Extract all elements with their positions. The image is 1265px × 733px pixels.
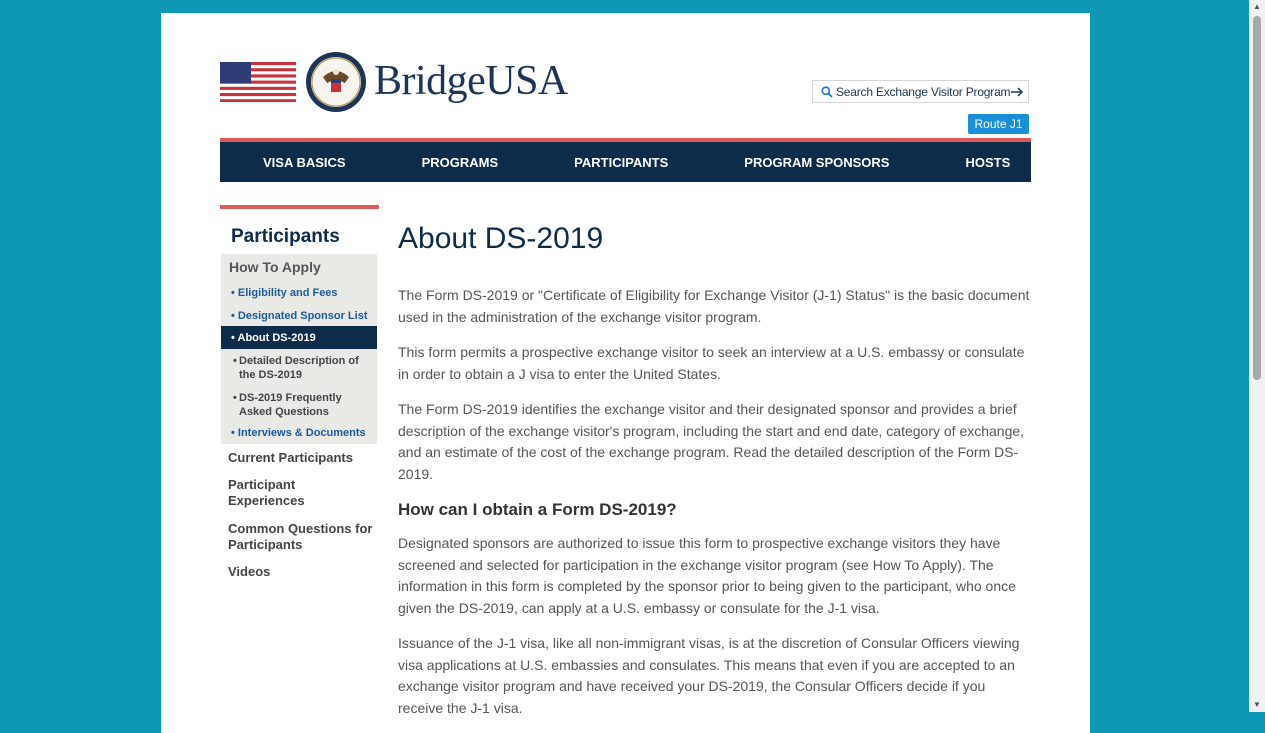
page-title: About DS-2019 xyxy=(398,222,604,255)
sidebar-item-detailed-description[interactable] xyxy=(233,354,364,382)
sidebar-item-label: DS-2019 Frequently Asked Questions xyxy=(239,392,342,418)
sidebar-item-common-questions[interactable]: Common Questions for Participants xyxy=(228,521,373,552)
sidebar-item-label: • About DS-2019 xyxy=(231,332,316,344)
sidebar-item-label: Detailed Description of the DS-2019 xyxy=(239,355,359,381)
page-container xyxy=(161,13,1090,733)
scroll-thumb[interactable] xyxy=(1253,16,1261,380)
state-department-seal-logo[interactable] xyxy=(305,51,367,113)
paragraph-sponsors: Designated sponsors are authorized to issue this form to prospective exchange visitors they have screened and selected for participation in the exchange visitor program (see How To Apply). The information in this form is completed by the sponsor prior to being given to the participant, who once given the DS-2019, can apply at a U.S. embassy or consulate for the J-1 visa. xyxy=(398,535,1016,617)
nav-participants[interactable]: PARTICIPANTS xyxy=(574,154,669,170)
sidebar-item-current-participants[interactable]: Current Participants xyxy=(228,450,353,465)
sidebar-item-interviews[interactable]: • Interviews & Documents xyxy=(231,427,366,439)
sidebar-item-sponsor-list[interactable]: • Designated Sponsor List xyxy=(231,310,368,322)
section-heading: How can I obtain a Form DS-2019? xyxy=(398,500,677,519)
paragraph-purpose: This form permits a prospective exchange visitor to seek an interview at a U.S. embassy or consulate in order to obtain a J visa to enter the United States. xyxy=(398,344,1025,382)
scroll-down-icon[interactable]: ▼ xyxy=(1253,700,1261,709)
sidebar-item-participant-experiences[interactable]: Participant Experiences xyxy=(228,477,305,508)
search-placeholder: Search Exchange Visitor Program xyxy=(836,85,1011,99)
search-icon xyxy=(821,86,833,98)
nav-hosts[interactable]: HOSTS xyxy=(965,154,1011,170)
nav-visa-basics[interactable]: VISA BASICS xyxy=(263,154,346,170)
sidebar-item-videos[interactable]: Videos xyxy=(228,564,271,579)
paragraph-intro: The Form DS-2019 or "Certificate of Eligibility for Exchange Visitor (J-1) Status" is the basic document used in the administration of the exchange visitor program. xyxy=(398,287,1030,325)
sidebar-title[interactable]: Participants xyxy=(231,226,340,247)
paragraph-issuance: Issuance of the J-1 visa, like all non-immigrant visas, is at the discretion of Consular Officers viewing visa applications at U.S. embassies and consulates. This means that even if you are accepted to an exchange visitor program and have received your DS-2019, the Consular Officers decide if you receive the J-1 visa. xyxy=(398,635,1020,717)
route-j1-button[interactable]: Route J1 xyxy=(968,114,1029,134)
arrow-right-icon[interactable] xyxy=(1010,85,1024,99)
brand-name[interactable]: BridgeUSA xyxy=(374,58,568,104)
nav-programs[interactable]: PROGRAMS xyxy=(421,154,499,170)
paragraph-identifies: The Form DS-2019 identifies the exchange visitor and their designated sponsor and provides a brief description of the exchange visitor's program, including the start and end date, category of exchange, and an estimate of the cost of the exchange program. Read the detailed description of the Form DS-2019. xyxy=(398,401,1025,483)
us-flag-logo[interactable] xyxy=(220,62,296,102)
sidebar-item-about-ds2019[interactable] xyxy=(221,326,377,349)
sidebar-how-to-apply-group xyxy=(221,254,377,444)
scroll-up-icon[interactable]: ▲ xyxy=(1253,2,1261,11)
bullet: • xyxy=(233,392,237,404)
nav-program-sponsors[interactable]: PROGRAM SPONSORS xyxy=(744,154,890,170)
sidebar-item-eligibility[interactable]: • Eligibility and Fees xyxy=(231,287,338,299)
main-nav xyxy=(220,142,1031,182)
search-input[interactable] xyxy=(812,80,1029,103)
page-scrollbar[interactable] xyxy=(1249,0,1265,712)
sidebar-item-how-to-apply[interactable]: How To Apply xyxy=(229,259,321,275)
sidebar-item-faq[interactable] xyxy=(233,391,354,419)
sidebar-accent-bar xyxy=(220,205,379,209)
bullet: • xyxy=(233,355,237,367)
